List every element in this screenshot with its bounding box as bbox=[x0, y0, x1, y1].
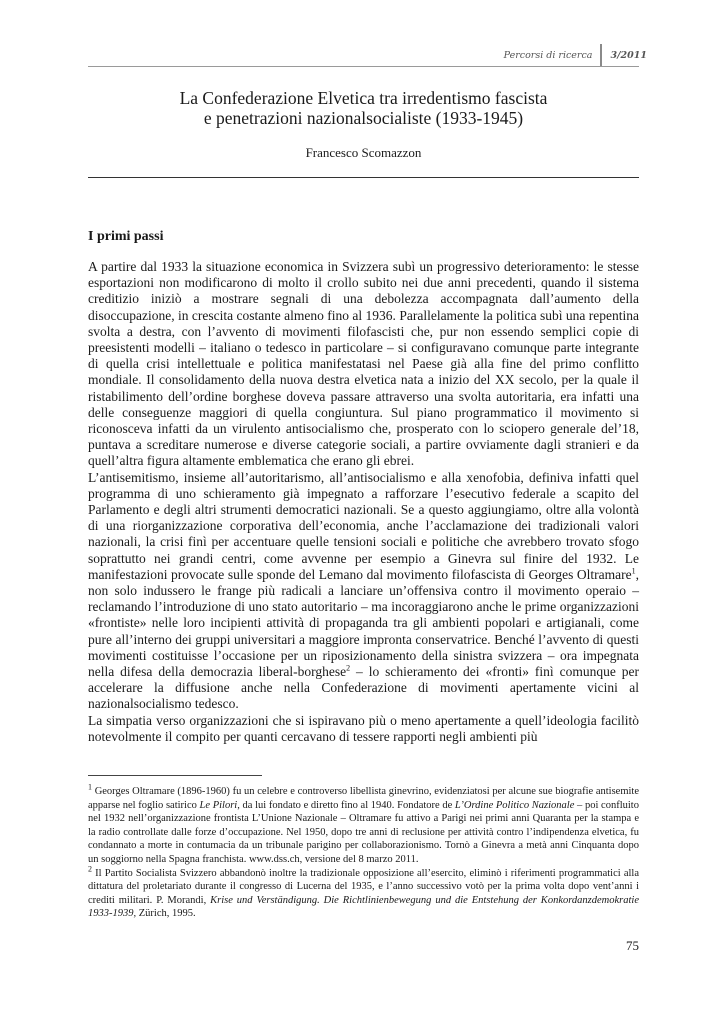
title-line-1: La Confederazione Elvetica tra irredentismo fascista bbox=[179, 88, 548, 108]
paragraph-2-part-3: – lo schieramento dei «fronti» finì comunque per accelerare la diffusione anche nella Confederazione di movimenti apertamente vicini al nazionalsocialismo tedesco. bbox=[88, 664, 639, 712]
footnotes bbox=[88, 782, 639, 921]
header-rule bbox=[88, 66, 639, 67]
title-line-2: e penetrazioni nazionalsocialiste (1933-1945) bbox=[203, 108, 524, 128]
article-title bbox=[88, 88, 639, 128]
footnote-rule bbox=[88, 775, 262, 776]
footnote-2-number: 2 bbox=[88, 864, 92, 874]
footnote-1-italic-1: Le Pilori bbox=[199, 799, 238, 811]
footnote-1-text-a: Georges Oltramare (1896-1960) fu un celebre e controverso libellista ginevrino, evidenziatosi per alcune sue biografie antisemite apparse nel foglio satirico bbox=[88, 786, 639, 811]
footnote-ref-2[interactable]: 2 bbox=[346, 663, 351, 673]
footnote-2-text-a: Il Partito Socialista Svizzero abbandonò inoltre la tradizionale opposizione all’esercito, eliminò i riferimenti programmatici alla dittatura del proletariato durante il congresso di Lucerna del 1935, e l’anno successivo votò per la prima volta dopo vent’anni i crediti militari. P. Morandi, bbox=[88, 867, 639, 906]
paragraph-2-part-2: , non solo indussero le frange più radicali a lanciare un’offensiva contro il movimento operaio – reclamando l’introduzione di uno stato autoritario – ma incoraggiarono anche le prime organizzazioni «frontiste» nelle loro incipienti attività di propaganda tra gli ambienti popolari e artigianali, come pure all’interno dei gruppi universitari a maggiore impronta conservatrice. Benché l’avvento di questi movimenti costituisse l’occasione per un riposizionamento della sinistra svizzera – ora impegnata nella difesa della democrazia liberal-borghese bbox=[88, 566, 639, 680]
footnote-1-text-c: – poi confluito nel 1932 nell’organizzazione frontista L’Unione Nazionale – Oltramare fu attivo a Parigi nei primi anni Quaranta per la stampa e la radio controllate dalle forze d’occupazione. Nel 1950, dopo tre anni di reclusione per attività contro l’indipendenza elvetica, fu condannato a morte in contumacia da un tribunale parigino per collaborazionismo. Tornò a Ginevra a metà anni Cinquanta dopo un soggiorno nella Spagna franchista. www.dss.ch, versione del 8 marzo 2011. bbox=[88, 799, 639, 865]
running-header bbox=[504, 44, 647, 66]
section-heading: I primi passi bbox=[88, 229, 164, 244]
article-body bbox=[88, 259, 639, 745]
journal-issue: 3/2011 bbox=[610, 49, 647, 61]
footnote-2 bbox=[88, 864, 639, 921]
footnote-ref-1[interactable]: 1 bbox=[631, 566, 636, 576]
footnote-1-italic-2: L’Ordine Politico Nazionale bbox=[454, 799, 575, 811]
footnote-1-text-b: , da lui fondato e diretto fino al 1940. Fondatore de bbox=[237, 799, 455, 811]
footnote-1-number: 1 bbox=[88, 782, 92, 792]
article-author: Francesco Scomazzon bbox=[305, 145, 422, 160]
title-rule bbox=[88, 177, 639, 178]
page-number: 75 bbox=[626, 938, 639, 953]
paragraph-3: La simpatia verso organizzazioni che si ispiravano più o meno apertamente a quell’ideologia facilitò notevolmente il compito per quanti cercavano di tessere rapporti negli ambienti più bbox=[88, 712, 639, 744]
footnote-2-text-b: Zürich, 1995. bbox=[136, 908, 196, 920]
footnote-1 bbox=[88, 782, 639, 867]
journal-rubric: Percorsi di ricerca bbox=[503, 49, 593, 61]
footnote-2-italic: Krise und Verständigung. Die Richtlinienbewegung und die Entstehung der Konkordanzdemokratie 1933-1939, bbox=[88, 894, 639, 920]
paragraph-1: A partire dal 1933 la situazione economica in Svizzera subì un progressivo deterioramento: le stesse esportazioni non modificarono di molto il crollo subito nei due anni precedenti, quando il sistema creditizio iniziò a mostrare segnali di una debolezza accompagnata dall’aumento della disoccupazione, in crescita costante almeno fino al 1936. Parallelamente la politica subì una repentina svolta a destra, con l’avvento di movimenti filofascisti che, pur non essendo semplici copie di preesistenti modelli – italiano o tedesco in particolare – si configuravano comunque parte integrante di quella crisi intellettuale e politica manifestatasi nel Paese già alla fine del primo conflitto mondiale. Il consolidamento della nuova destra elvetica nata a inizio del XX secolo, per la quale il ristabilimento dell’ordine borghese doveva passare attraverso una svolta autoritaria, era infatti una delle conseguenze maggiori di quella congiuntura. Sul piano programmatico il movimento si riconosceva infatti da un virulento antisocialismo che, prosperato con lo sciopero generale del’18, puntava a screditare numerose e diverse categorie sociali, a partire ovviamente dagli stranieri e da quell’altra figura altamente emblematica che erano gli ebrei. bbox=[88, 259, 639, 469]
paragraph-2-part-1: L’antisemitismo, insieme all’autoritarismo, all’antisocialismo e alla xenofobia, definiva infatti quel programma di uno schieramento già impegnato a rafforzare l’esecutivo federale a scapito del Parlamento e degli altri strumenti democratici nazionali. Se a questo aggiungiamo, oltre alla volontà di una riorganizzazione corporativa dell’economia, anche l’acclamazione dei tradizionali valori nazionali, la crisi finì per accentuare quelle tensioni sociali e politiche che avrebbero trovato sfogo soprattutto nei grandi centri, come avvenne per esempio a Ginevra sul finire del 1932. Le manifestazioni provocate sulle sponde del Lemano dal movimento filofascista di Georges Oltramare bbox=[88, 469, 639, 582]
paragraph-2 bbox=[88, 470, 639, 713]
